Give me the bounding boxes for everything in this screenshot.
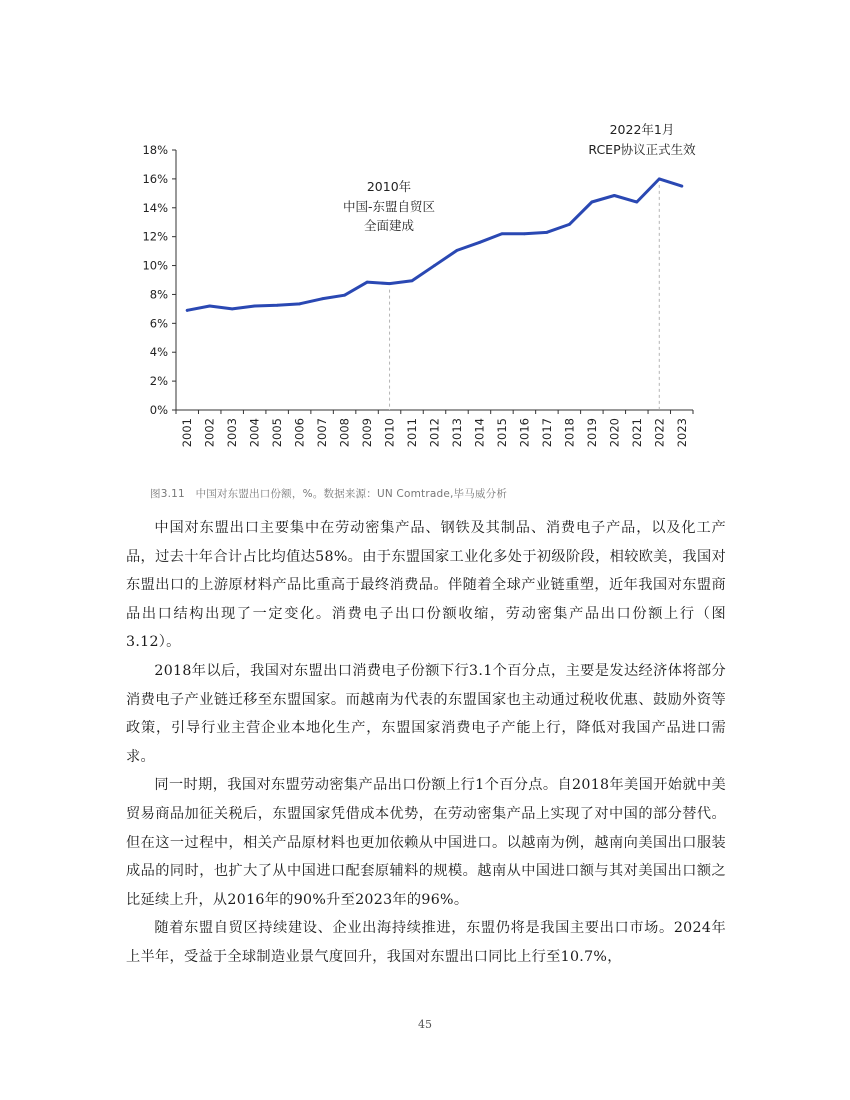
y-tick-label: 4% (149, 345, 168, 360)
data-point (456, 249, 459, 252)
data-point (568, 223, 571, 226)
annotation-1-line: 中国-东盟自贸区 (342, 199, 436, 214)
x-tick-label: 2017 (539, 418, 554, 448)
x-tick-label: 2003 (225, 418, 240, 448)
y-tick-label: 18% (142, 143, 168, 157)
data-point (208, 305, 211, 308)
data-point (388, 282, 391, 285)
x-tick-label: 2002 (202, 418, 217, 448)
body-text (126, 514, 726, 972)
annotation-1-line: 2010年 (366, 179, 412, 194)
data-point (343, 294, 346, 297)
x-tick-label: 2022 (652, 418, 667, 448)
data-point (276, 304, 279, 307)
export-share-chart (130, 118, 720, 468)
x-tick-label: 2019 (584, 418, 599, 448)
y-tick-label: 6% (149, 316, 168, 331)
data-point (545, 231, 548, 234)
data-point (501, 232, 504, 235)
x-tick-label: 2007 (315, 418, 330, 448)
annotation-1-line: 全面建成 (363, 218, 415, 233)
y-tick-label: 14% (142, 200, 168, 215)
data-point (321, 297, 324, 300)
x-tick-label: 2023 (674, 418, 689, 448)
data-point (635, 201, 638, 204)
x-tick-label: 2010 (382, 418, 397, 448)
x-tick-label: 2005 (270, 418, 285, 448)
page-number: 45 (418, 1018, 432, 1031)
x-tick-label: 2009 (360, 418, 375, 448)
x-tick-label: 2008 (337, 418, 352, 448)
data-point (433, 264, 436, 267)
x-tick-label: 2021 (629, 417, 644, 448)
y-tick-label: 10% (142, 258, 168, 273)
data-point (680, 185, 683, 188)
data-point (231, 307, 234, 310)
data-point (523, 232, 526, 235)
annotation-2-line: RCEP协议正式生效 (588, 142, 696, 157)
x-tick-label: 2020 (607, 417, 622, 448)
x-tick-label: 2004 (247, 418, 262, 448)
y-tick-label: 12% (142, 229, 168, 244)
x-tick-label: 2012 (427, 418, 442, 448)
y-tick-label: 8% (149, 287, 168, 302)
x-tick-label: 2015 (494, 418, 509, 448)
y-tick-label: 2% (149, 374, 168, 389)
data-point (186, 309, 189, 312)
x-tick-label: 2001 (180, 418, 195, 448)
x-tick-label: 2011 (405, 418, 420, 448)
x-tick-label: 2014 (472, 418, 487, 448)
paragraph-4: 随着东盟自贸区持续建设、企业出海持续推进，东盟仍将是我国主要出口市场。2024年上半年，受益于全球制造业景气度回升，我国对东盟出口同比上行至10.7%， (126, 920, 726, 965)
x-tick-label: 2013 (449, 418, 464, 448)
x-tick-label: 2018 (562, 418, 577, 448)
x-tick-label: 2006 (292, 418, 307, 448)
data-point (590, 201, 593, 204)
x-tick-label: 2016 (517, 418, 532, 448)
line-chart (130, 118, 720, 468)
data-point (613, 194, 616, 197)
figure-caption: 图3.11 中国对东盟出口份额，%。数据来源：UN Comtrade,毕马威分析 (150, 488, 508, 500)
paragraph-2: 2018年以后，我国对东盟出口消费电子份额下行3.1个百分点，主要是发达经济体将部分消费电子产业链迁移至东盟国家。而越南为代表的东盟国家也主动通过税收优惠、鼓励外资等政策，引导行业主营企业本地化生产，东盟国家消费电子产能上行，降低对我国产品进口需求。 (126, 662, 726, 765)
y-tick-label: 16% (142, 171, 168, 186)
data-point (411, 279, 414, 282)
annotation-2-line: 2022年1月 (609, 122, 675, 137)
y-tick-label: 0% (149, 403, 168, 417)
paragraph-1: 中国对东盟出口主要集中在劳动密集产品、钢铁及其制品、消费电子产品，以及化工产品，过去十年合计占比均值达58%。由于东盟国家工业化多处于初级阶段，相较欧美，我国对东盟出口的上游原材料产品比重高于最终消费品。伴随着全球产业链重塑，近年我国对东盟商品出口结构出现了一定变化。消费电子出口份额收缩，劳动密集产品出口份额上行（图3.12）。 (126, 520, 726, 651)
paragraph-3: 同一时期，我国对东盟劳动密集产品出口份额上行1个百分点。自2018年美国开始就中美贸易商品加征关税后，东盟国家凭借成本优势，在劳动密集产品上实现了对中国的部分替代。但在这一过程中，相关产品原材料也更加依赖从中国进口。以越南为例，越南向美国出口服装成品的同时，也扩大了从中国进口配套原辅料的规模。越南从中国进口额与其对美国出口额之比延续上升，从2016年的90%升至2023年的96%。 (126, 777, 726, 908)
data-point (298, 302, 301, 305)
data-point (366, 281, 369, 284)
data-point (478, 241, 481, 244)
data-point (253, 305, 256, 308)
data-point (658, 177, 661, 180)
